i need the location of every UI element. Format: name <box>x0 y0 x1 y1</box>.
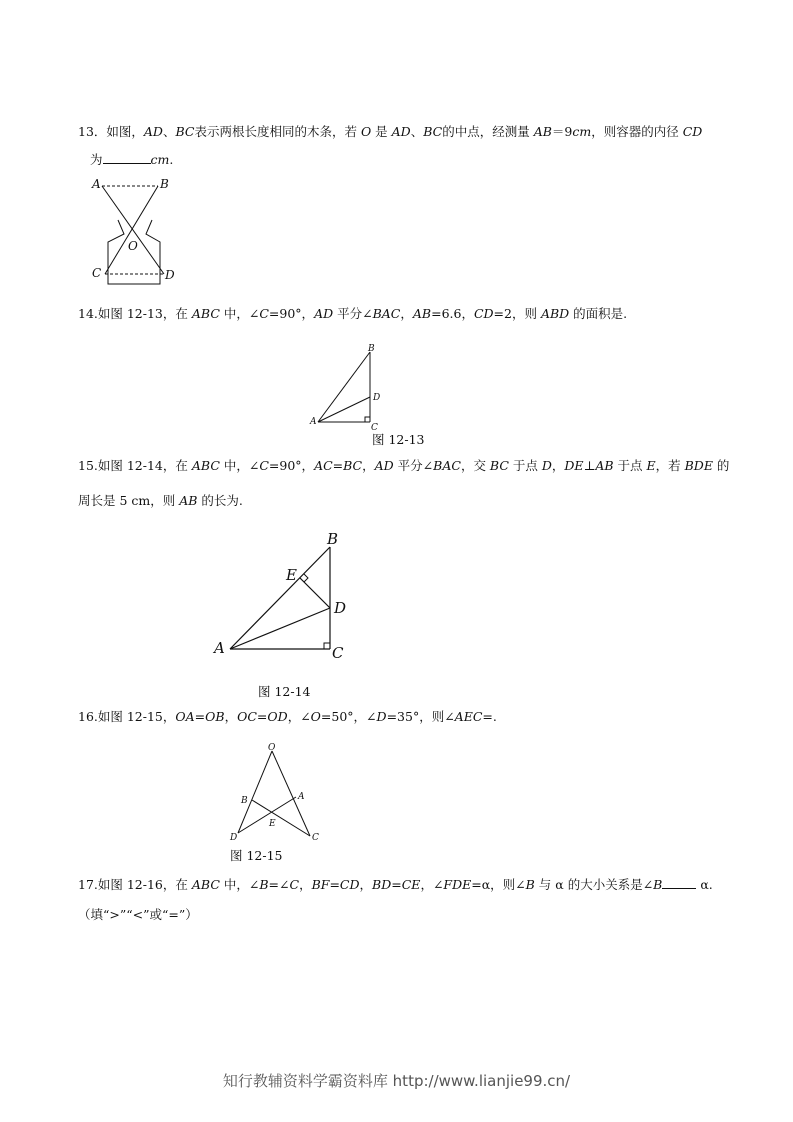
label-B: B <box>368 344 375 354</box>
q16-line1: 16.如图 12-15，OA=OB，OC=OD，∠O=50°，∠D=35°，则∠AEC=. <box>78 709 497 724</box>
footer-watermark: 知行教辅资料学霸资料库 http://www.lianjie99.cn/ <box>222 1072 571 1090</box>
q17-line1: 17.如图 12-16，在 ABC 中，∠B=∠C，BF=CD，BD=CE，∠FDE=α，则∠B 与 α 的大小关系是∠B α. <box>78 877 713 892</box>
label-E: E <box>286 566 297 584</box>
label-A: A <box>92 177 101 191</box>
figure-12-15 <box>228 740 328 845</box>
label-D: D <box>334 599 347 617</box>
answer-blank <box>103 151 151 164</box>
caption-12-15: 图 12-15 <box>230 848 283 863</box>
label-O: O <box>128 239 138 253</box>
caption-12-13: 图 12-13 <box>372 432 425 447</box>
label-D: D <box>373 393 381 403</box>
q13-line2: 为 cm. <box>90 152 174 167</box>
label-A: A <box>310 417 317 427</box>
label-B: B <box>160 177 169 191</box>
q15-line1: 15.如图 12-14，在 ABC 中，∠C=90°，AC=BC，AD 平分∠BAC，交 BC 于点 D，DE⊥AB 于点 E，若 BDE 的 <box>78 458 730 473</box>
figure-12-13 <box>310 340 390 432</box>
label-C: C <box>312 833 319 843</box>
q14-line1: 14.如图 12-13，在 ABC 中，∠C=90°，AD 平分∠BAC，AB=6.6，CD=2，则 ABD 的面积是. <box>78 306 628 321</box>
label-E: E <box>269 819 276 829</box>
label-D: D <box>230 833 238 843</box>
label-A: A <box>298 792 305 802</box>
q15-line2: 周长是 5 cm，则 AB 的长为. <box>78 493 243 508</box>
q13-line1: 13．如图，AD、BC表示两根长度相同的木条，若 O 是 AD、BC的中点，经测量 AB＝9cm，则容器的内径 CD <box>78 124 703 139</box>
label-O: O <box>268 743 276 753</box>
label-C: C <box>371 423 378 433</box>
label-D: D <box>165 268 175 282</box>
label-A: A <box>214 639 225 657</box>
caption-12-14: 图 12-14 <box>258 684 311 699</box>
label-B: B <box>327 530 339 548</box>
answer-blank <box>662 876 696 889</box>
figure-12-14 <box>212 528 362 668</box>
figure-container-crossing-sticks <box>88 172 178 287</box>
q17-line2: （填“>”“<”或“=”） <box>78 907 198 922</box>
label-B: B <box>241 796 248 806</box>
label-C: C <box>332 644 344 662</box>
label-C: C <box>92 266 102 280</box>
